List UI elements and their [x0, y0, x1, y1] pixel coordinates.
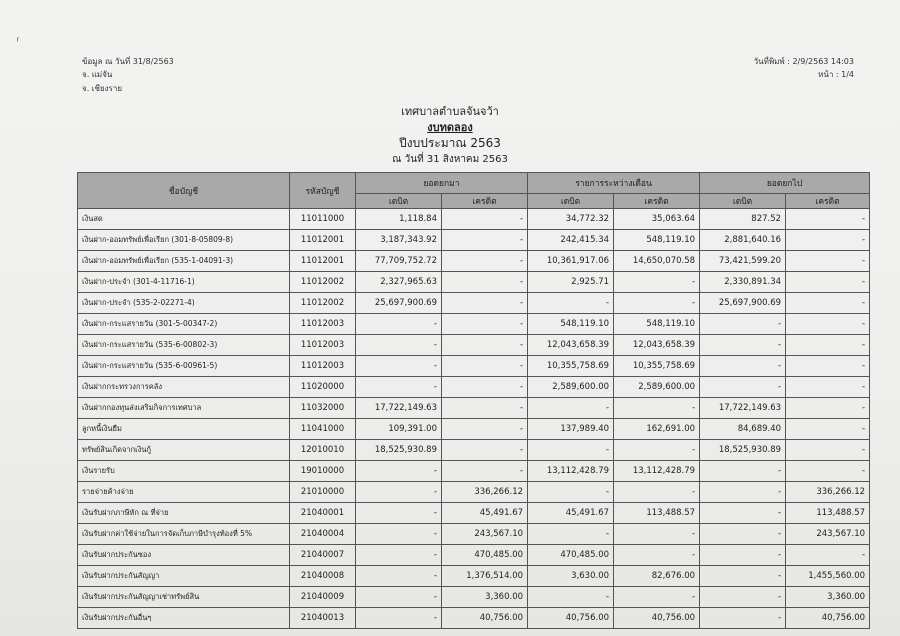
- account-code-cell: 11012001: [290, 251, 356, 272]
- account-name-cell: เงินรับฝากค่าใช้จ่ายในการจัดเก็บภาษีบำรุงท้องที่ 5%: [78, 524, 290, 545]
- account-code-cell: 21040008: [290, 566, 356, 587]
- account-name-cell: เงินรายรับ: [78, 461, 290, 482]
- bf-debit-cell: -: [356, 503, 442, 524]
- month-credit-cell: -: [614, 440, 700, 461]
- cf-credit-cell: 113,488.57: [786, 503, 870, 524]
- cf-credit-cell: -: [786, 272, 870, 293]
- account-code-cell: 11012001: [290, 230, 356, 251]
- bf-debit-cell: -: [356, 377, 442, 398]
- account-name-cell: เงินรับฝากประกันอื่นๆ: [78, 608, 290, 629]
- month-debit-cell: -: [528, 398, 614, 419]
- table-row: [78, 230, 870, 251]
- fiscal-year-title: ปีงบประมาณ 2563: [399, 136, 501, 150]
- bf-debit-cell: 3,187,343.92: [356, 230, 442, 251]
- account-name-cell: เงินฝาก-กระแสรายวัน (301-5-00347-2): [78, 314, 290, 335]
- table-row: [78, 314, 870, 335]
- account-code-cell: 19010000: [290, 461, 356, 482]
- cf-credit-cell: -: [786, 545, 870, 566]
- month-debit-cell: 470,485.00: [528, 545, 614, 566]
- month-credit-cell: 548,119.10: [614, 230, 700, 251]
- col-m-credit: เครดิต: [614, 194, 700, 209]
- header-date: ข้อมูล ณ วันที่ 31/8/2563: [82, 57, 174, 66]
- bf-credit-cell: -: [442, 293, 528, 314]
- bf-debit-cell: 77,709,752.72: [356, 251, 442, 272]
- table-row: [78, 335, 870, 356]
- table-row: [78, 398, 870, 419]
- table-row: [78, 587, 870, 608]
- month-credit-cell: -: [614, 545, 700, 566]
- cf-debit-cell: 18,525,930.89: [700, 440, 786, 461]
- account-name-cell: เงินรับฝากประกันซอง: [78, 545, 290, 566]
- account-code-cell: 11041000: [290, 419, 356, 440]
- account-code-cell: 21040009: [290, 587, 356, 608]
- cf-credit-cell: -: [786, 314, 870, 335]
- col-bf-debit: เดบิต: [356, 194, 442, 209]
- account-name-cell: เงินรับฝากภาษีหัก ณ ที่จ่าย: [78, 503, 290, 524]
- month-debit-cell: 137,989.40: [528, 419, 614, 440]
- cf-debit-cell: -: [700, 335, 786, 356]
- cf-debit-cell: -: [700, 503, 786, 524]
- as-of-date: ณ วันที่ 31 สิงหาคม 2563: [392, 154, 508, 165]
- report-title: งบทดลอง: [427, 121, 473, 134]
- cf-debit-cell: -: [700, 314, 786, 335]
- table-row: [78, 209, 870, 230]
- account-name-cell: เงินรับฝากประกันสัญญาเช่าทรัพย์สิน: [78, 587, 290, 608]
- cf-credit-cell: -: [786, 398, 870, 419]
- cf-credit-cell: -: [786, 419, 870, 440]
- month-credit-cell: 12,043,658.39: [614, 335, 700, 356]
- account-name-cell: เงินสด: [78, 209, 290, 230]
- bf-credit-cell: -: [442, 356, 528, 377]
- account-code-cell: 21040004: [290, 524, 356, 545]
- cf-debit-cell: -: [700, 482, 786, 503]
- month-credit-cell: 113,488.57: [614, 503, 700, 524]
- header-print-date: วันที่พิมพ์ : 2/9/2563 14:03: [753, 57, 854, 66]
- table-row: [78, 251, 870, 272]
- cf-debit-cell: -: [700, 608, 786, 629]
- bf-credit-cell: -: [442, 461, 528, 482]
- cf-debit-cell: 17,722,149.63: [700, 398, 786, 419]
- account-name-cell: เงินฝาก-ประจำ (535-2-02271-4): [78, 293, 290, 314]
- col-account-name: ชื่อบัญชี: [78, 173, 290, 209]
- cf-debit-cell: 73,421,599.20: [700, 251, 786, 272]
- table-row: [78, 440, 870, 461]
- month-credit-cell: -: [614, 482, 700, 503]
- table-row: [78, 545, 870, 566]
- account-name-cell: เงินรับฝากประกันสัญญา: [78, 566, 290, 587]
- account-code-cell: 21010000: [290, 482, 356, 503]
- month-debit-cell: 13,112,428.79: [528, 461, 614, 482]
- table-row: [78, 293, 870, 314]
- month-debit-cell: 40,756.00: [528, 608, 614, 629]
- col-bf-credit: เครดิต: [442, 194, 528, 209]
- col-carried-forward: ยอดยกไป: [700, 173, 870, 194]
- cf-credit-cell: 3,360.00: [786, 587, 870, 608]
- cf-debit-cell: -: [700, 566, 786, 587]
- header-province: จ. เชียงราย: [82, 84, 123, 93]
- bf-debit-cell: 109,391.00: [356, 419, 442, 440]
- bf-credit-cell: -: [442, 398, 528, 419]
- cf-debit-cell: -: [700, 377, 786, 398]
- account-name-cell: เงินฝาก-กระแสรายวัน (535-6-00802-3): [78, 335, 290, 356]
- account-name-cell: เงินฝากกองทุนส่งเสริมกิจการเทศบาล: [78, 398, 290, 419]
- month-debit-cell: 10,355,758.69: [528, 356, 614, 377]
- bf-credit-cell: 243,567.10: [442, 524, 528, 545]
- table-row: [78, 482, 870, 503]
- month-credit-cell: -: [614, 524, 700, 545]
- bf-credit-cell: 40,756.00: [442, 608, 528, 629]
- month-debit-cell: 10,361,917.06: [528, 251, 614, 272]
- account-code-cell: 11012003: [290, 335, 356, 356]
- cf-credit-cell: -: [786, 209, 870, 230]
- month-debit-cell: 3,630.00: [528, 566, 614, 587]
- cf-debit-cell: -: [700, 461, 786, 482]
- col-account-code: รหัสบัญชี: [290, 173, 356, 209]
- bf-debit-cell: 18,525,930.89: [356, 440, 442, 461]
- account-code-cell: 11012003: [290, 356, 356, 377]
- col-brought-forward: ยอดยกมา: [356, 173, 528, 194]
- month-debit-cell: -: [528, 293, 614, 314]
- bf-debit-cell: 2,327,965.63: [356, 272, 442, 293]
- bf-credit-cell: 3,360.00: [442, 587, 528, 608]
- table-row: [78, 419, 870, 440]
- month-credit-cell: -: [614, 293, 700, 314]
- bf-credit-cell: -: [442, 230, 528, 251]
- account-code-cell: 21040013: [290, 608, 356, 629]
- bf-credit-cell: -: [442, 419, 528, 440]
- table-row: [78, 272, 870, 293]
- table-row: [78, 461, 870, 482]
- bf-debit-cell: 1,118.84: [356, 209, 442, 230]
- month-credit-cell: 82,676.00: [614, 566, 700, 587]
- bf-credit-cell: 470,485.00: [442, 545, 528, 566]
- account-code-cell: 11012003: [290, 314, 356, 335]
- account-code-cell: 11032000: [290, 398, 356, 419]
- month-credit-cell: -: [614, 398, 700, 419]
- account-name-cell: รายจ่ายค้างจ่าย: [78, 482, 290, 503]
- cf-credit-cell: -: [786, 377, 870, 398]
- account-code-cell: 21040001: [290, 503, 356, 524]
- bf-debit-cell: -: [356, 566, 442, 587]
- month-debit-cell: 45,491.67: [528, 503, 614, 524]
- month-debit-cell: -: [528, 482, 614, 503]
- bf-debit-cell: -: [356, 461, 442, 482]
- cf-credit-cell: -: [786, 461, 870, 482]
- month-debit-cell: 2,589,600.00: [528, 377, 614, 398]
- cf-credit-cell: -: [786, 230, 870, 251]
- account-name-cell: เงินฝาก-ออมทรัพย์เพื่อเรียก (301-8-05809-8): [78, 230, 290, 251]
- account-code-cell: 12010010: [290, 440, 356, 461]
- bf-credit-cell: -: [442, 251, 528, 272]
- month-debit-cell: -: [528, 440, 614, 461]
- bf-credit-cell: -: [442, 377, 528, 398]
- account-code-cell: 11020000: [290, 377, 356, 398]
- bf-credit-cell: 336,266.12: [442, 482, 528, 503]
- cf-debit-cell: -: [700, 356, 786, 377]
- cf-credit-cell: -: [786, 251, 870, 272]
- table-row: [78, 356, 870, 377]
- month-credit-cell: 35,063.64: [614, 209, 700, 230]
- cf-credit-cell: 40,756.00: [786, 608, 870, 629]
- bf-debit-cell: -: [356, 608, 442, 629]
- table-row: [78, 566, 870, 587]
- bf-debit-cell: -: [356, 356, 442, 377]
- month-credit-cell: -: [614, 272, 700, 293]
- table-row: [78, 503, 870, 524]
- bf-credit-cell: 1,376,514.00: [442, 566, 528, 587]
- month-debit-cell: 12,043,658.39: [528, 335, 614, 356]
- account-name-cell: เงินฝาก-ออมทรัพย์เพื่อเรียก (535-1-04091-3): [78, 251, 290, 272]
- bf-credit-cell: -: [442, 209, 528, 230]
- bf-credit-cell: -: [442, 272, 528, 293]
- cf-debit-cell: -: [700, 545, 786, 566]
- cf-debit-cell: 25,697,900.69: [700, 293, 786, 314]
- month-credit-cell: 548,119.10: [614, 314, 700, 335]
- bf-credit-cell: -: [442, 440, 528, 461]
- col-cf-credit: เครดิต: [786, 194, 870, 209]
- header-page-number: หน้า : 1/4: [818, 70, 854, 79]
- month-credit-cell: 40,756.00: [614, 608, 700, 629]
- bf-debit-cell: -: [356, 482, 442, 503]
- bf-credit-cell: 45,491.67: [442, 503, 528, 524]
- account-code-cell: 21040007: [290, 545, 356, 566]
- account-name-cell: ทรัพย์สินเกิดจากเงินกู้: [78, 440, 290, 461]
- month-debit-cell: 34,772.32: [528, 209, 614, 230]
- bf-debit-cell: -: [356, 545, 442, 566]
- trial-balance-table: [77, 172, 870, 629]
- account-name-cell: เงินฝาก-ประจำ (301-4-11716-1): [78, 272, 290, 293]
- table-body: [78, 209, 870, 629]
- org-title: เทศบาลตำบลจันจว้า: [401, 105, 499, 118]
- table-row: [78, 608, 870, 629]
- cf-credit-cell: 1,455,560.00: [786, 566, 870, 587]
- cf-debit-cell: 2,881,640.16: [700, 230, 786, 251]
- cf-credit-cell: 243,567.10: [786, 524, 870, 545]
- bf-debit-cell: -: [356, 587, 442, 608]
- cf-debit-cell: 2,330,891.34: [700, 272, 786, 293]
- bf-debit-cell: -: [356, 524, 442, 545]
- col-during-month: รายการระหว่างเดือน: [528, 173, 700, 194]
- header-district: จ. แม่จัน: [82, 70, 113, 79]
- bf-debit-cell: -: [356, 314, 442, 335]
- account-code-cell: 11012002: [290, 293, 356, 314]
- account-name-cell: เงินฝากกระทรวงการคลัง: [78, 377, 290, 398]
- bf-debit-cell: -: [356, 335, 442, 356]
- bf-debit-cell: 17,722,149.63: [356, 398, 442, 419]
- month-credit-cell: -: [614, 587, 700, 608]
- month-credit-cell: 14,650,070.58: [614, 251, 700, 272]
- month-credit-cell: 13,112,428.79: [614, 461, 700, 482]
- month-debit-cell: -: [528, 524, 614, 545]
- bf-credit-cell: -: [442, 335, 528, 356]
- table-row: [78, 377, 870, 398]
- cf-debit-cell: -: [700, 587, 786, 608]
- month-debit-cell: 2,925.71: [528, 272, 614, 293]
- month-debit-cell: -: [528, 587, 614, 608]
- account-name-cell: ลูกหนี้เงินยืม: [78, 419, 290, 440]
- account-code-cell: 11011000: [290, 209, 356, 230]
- month-credit-cell: 10,355,758.69: [614, 356, 700, 377]
- cf-credit-cell: -: [786, 293, 870, 314]
- cf-credit-cell: -: [786, 356, 870, 377]
- bf-credit-cell: -: [442, 314, 528, 335]
- month-debit-cell: 548,119.10: [528, 314, 614, 335]
- cf-debit-cell: 827.52: [700, 209, 786, 230]
- cf-debit-cell: -: [700, 524, 786, 545]
- account-code-cell: 11012002: [290, 272, 356, 293]
- month-debit-cell: 242,415.34: [528, 230, 614, 251]
- account-name-cell: เงินฝาก-กระแสรายวัน (535-6-00961-5): [78, 356, 290, 377]
- cf-credit-cell: 336,266.12: [786, 482, 870, 503]
- cf-credit-cell: -: [786, 335, 870, 356]
- cf-debit-cell: 84,689.40: [700, 419, 786, 440]
- col-m-debit: เดบิต: [528, 194, 614, 209]
- col-cf-debit: เดบิต: [700, 194, 786, 209]
- month-credit-cell: 162,691.00: [614, 419, 700, 440]
- cf-credit-cell: -: [786, 440, 870, 461]
- table-row: [78, 524, 870, 545]
- month-credit-cell: 2,589,600.00: [614, 377, 700, 398]
- bf-debit-cell: 25,697,900.69: [356, 293, 442, 314]
